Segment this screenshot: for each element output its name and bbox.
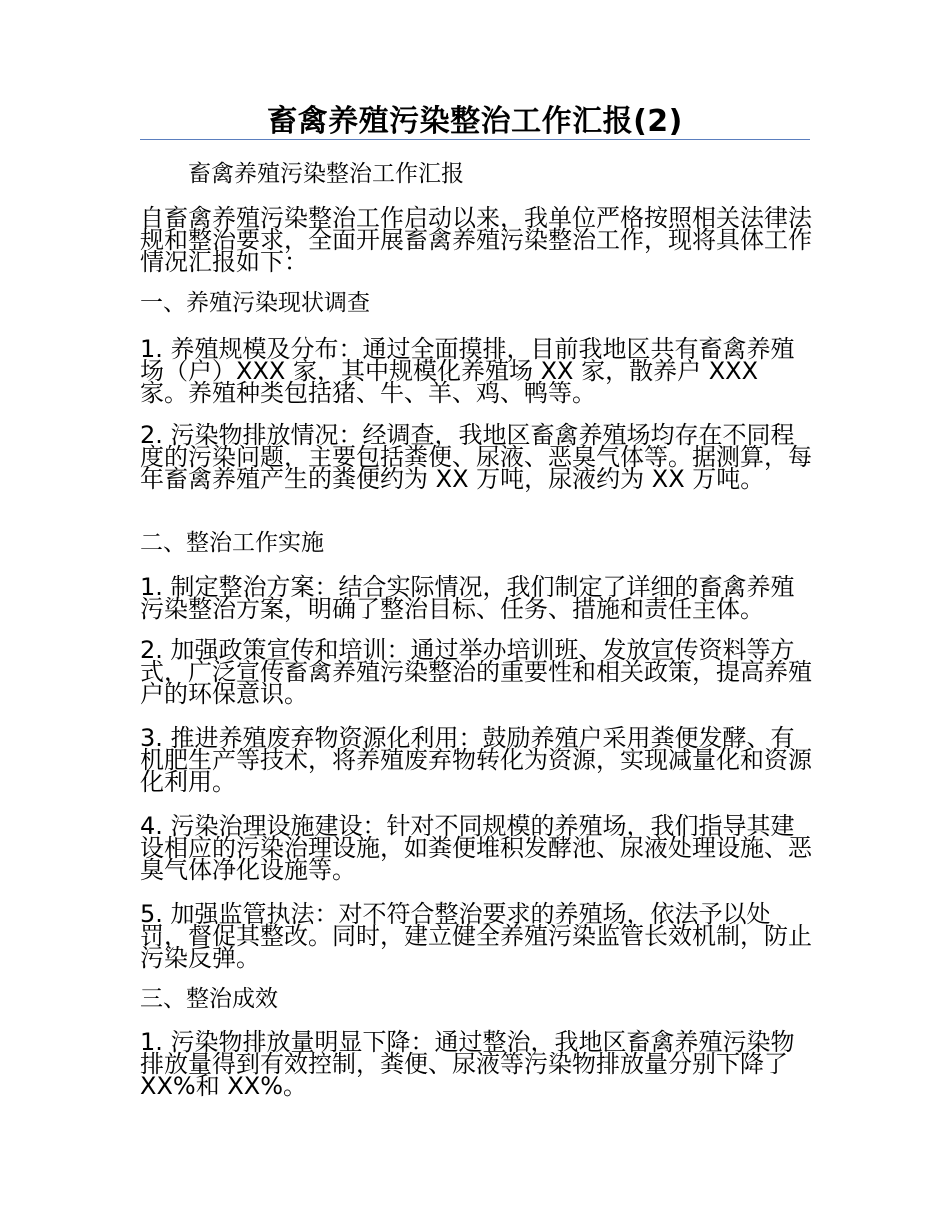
paragraph-emission-decrease: 1. 污染物排放量明显下降：通过整治，我地区畜禽养殖污染物排放量得到有效控制，粪便、尿液等污染物排放量分别下降了 XX%和 XX%。 [140, 1028, 795, 1100]
document-title: 畜禽养殖污染整治工作汇报(2) [267, 104, 683, 139]
paragraph-rectification-plan: 1. 制定整治方案：结合实际情况，我们制定了详细的畜禽养殖污染整治方案，明确了整治目标、任务、措施和责任主体。 [140, 573, 795, 623]
paragraph-policy-training: 2. 加强政策宣传和培训：通过举办培训班、发放宣传资料等方式，广泛宣传畜禽养殖污染整治的重要性和相关政策，提高养殖户的环保意识。 [140, 636, 812, 708]
paragraph-pollutant-emission: 2. 污染物排放情况：经调查，我地区畜禽养殖场均存在不同程度的污染问题，主要包括粪便、尿液、恶臭气体等。据测算，每年畜禽养殖产生的粪便约为 XX 万吨，尿液约为 XX 万吨。 [140, 421, 812, 493]
document-subtitle: 畜禽养殖污染整治工作汇报 [188, 161, 464, 187]
section-heading-implementation: 二、整治工作实施 [140, 530, 324, 556]
paragraph-facility-construction: 4. 污染治理设施建设：针对不同规模的养殖场，我们指导其建设相应的污染治理设施，如粪便堆积发酵池、尿液处理设施、恶臭气体净化设施等。 [140, 812, 812, 884]
paragraph-resource-utilization: 3. 推进养殖废弃物资源化利用：鼓励养殖户采用粪便发酵、有机肥生产等技术，将养殖废弃物转化为资源，实现减量化和资源化利用。 [140, 724, 812, 796]
paragraph-supervision-enforcement: 5. 加强监管执法：对不符合整治要求的养殖场，依法予以处罚，督促其整改。同时，建立健全养殖污染监管长效机制，防止污染反弹。 [140, 900, 812, 972]
title-underline [140, 139, 810, 140]
intro-paragraph: 自畜禽养殖污染整治工作启动以来，我单位严格按照相关法律法规和整治要求，全面开展畜禽养殖污染整治工作，现将具体工作情况汇报如下： [140, 204, 812, 276]
section-heading-results: 三、整治成效 [140, 986, 278, 1012]
section-heading-survey: 一、养殖污染现状调查 [140, 290, 370, 316]
paragraph-scale-distribution: 1. 养殖规模及分布：通过全面摸排，目前我地区共有畜禽养殖场（户）XXX 家，其中规模化养殖场 XX 家，散养户 XXX 家。养殖种类包括猪、牛、羊、鸡、鸭等。 [140, 335, 795, 407]
